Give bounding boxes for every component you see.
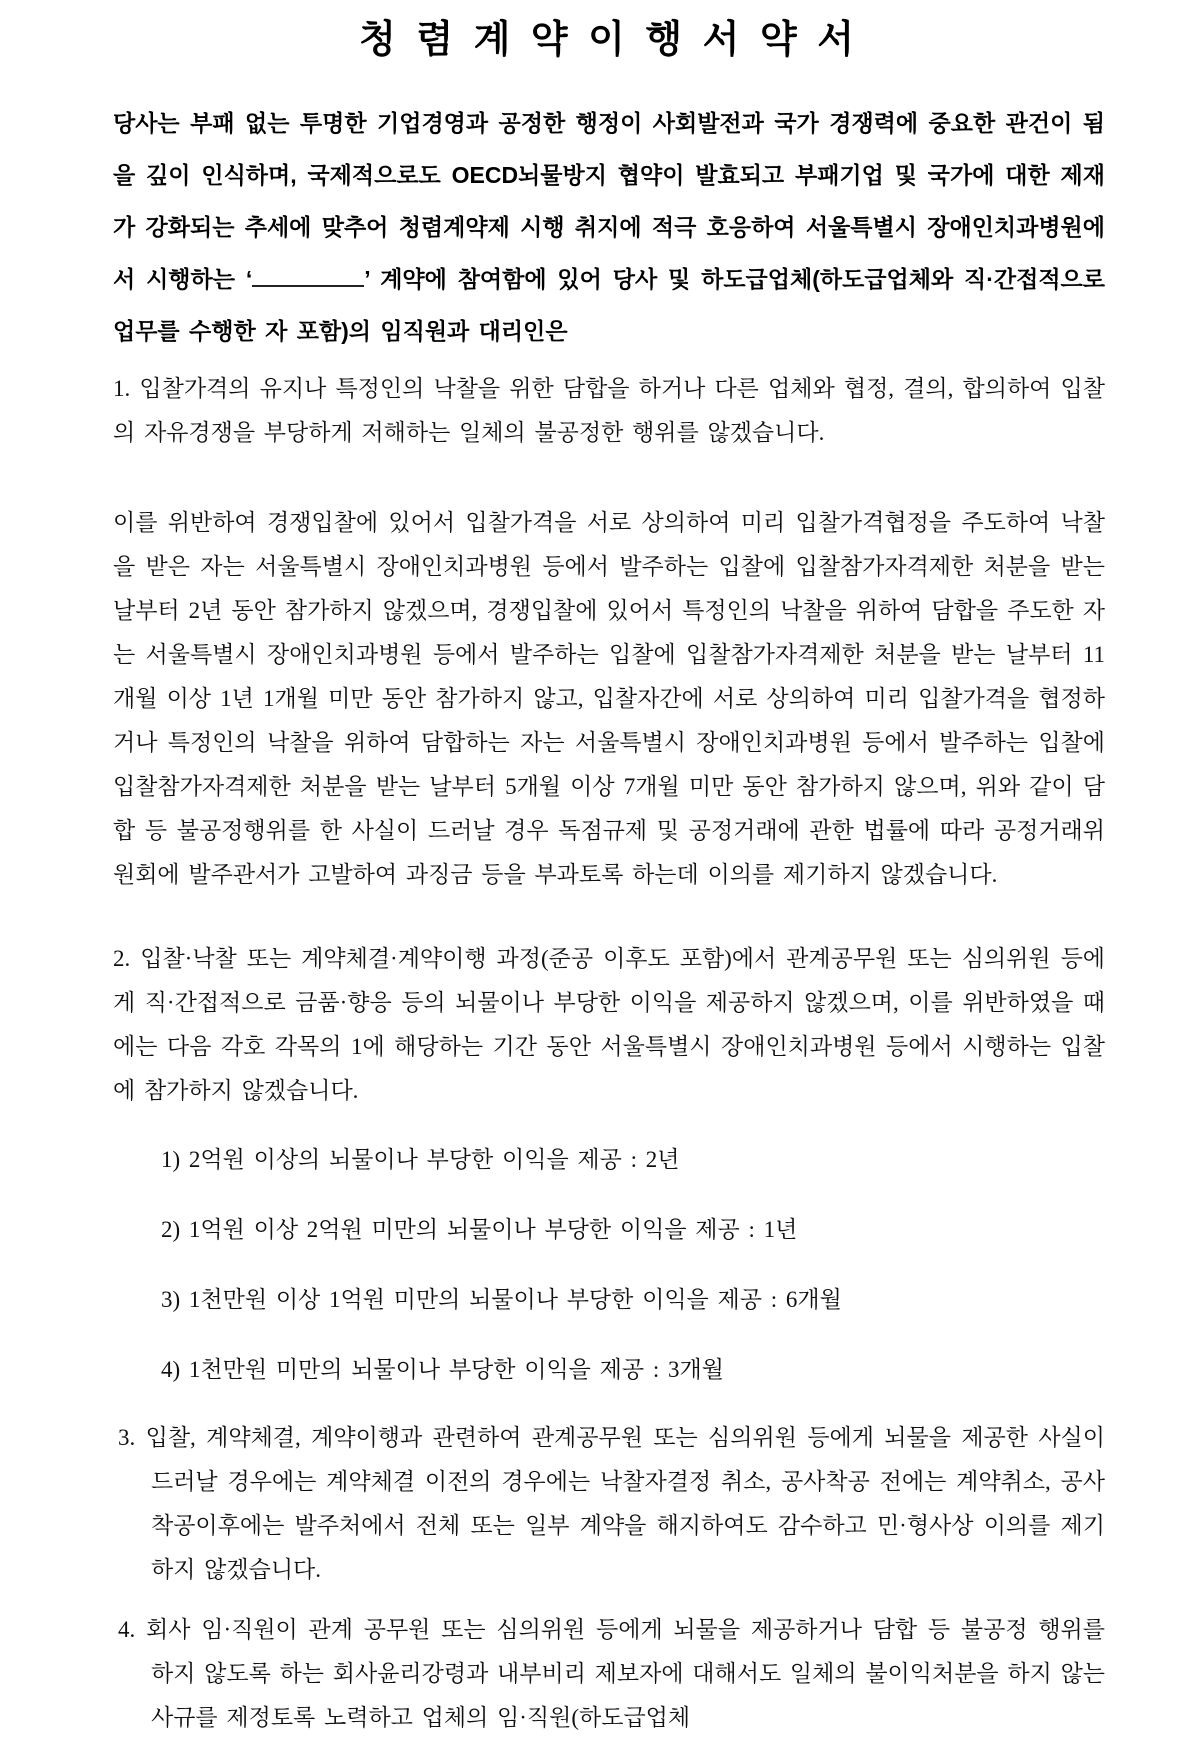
contract-name-blank xyxy=(252,263,364,287)
clause-3-text: 입찰, 계약체결, 계약이행과 관련하여 관계공무원 또는 심의위원 등에게 뇌물을 제공한 사실이 드러날 경우에는 계약체결 이전의 경우에는 낙찰자결정 취소, 공사착공 전에는 계약취소, 공사착공이후에는 발주처에서 전체 또는 일부 계약을 해지하여도 감수하고 민·형사상 이의를 제기하지 않겠습니다. xyxy=(135,1425,1105,1582)
open-quote: ‘ xyxy=(245,266,253,292)
intro-paragraph xyxy=(113,97,1105,357)
intro-text-after-blank: 계약에 참여함에 있어 당사 및 하도급업체(하도급업체와 직·간접적으로 업무를 수행한 자 포함)의 임직원과 대리인은 xyxy=(113,266,1105,344)
penalty-list xyxy=(113,1136,1105,1393)
penalty-item-2: 2) 1억원 이상 2억원 미만의 뇌물이나 부당한 이익을 제공 : 1년 xyxy=(161,1217,798,1242)
clause-4-number: 4. xyxy=(118,1617,136,1642)
clause-4-text: 회사 임·직원이 관계 공무원 또는 심의위원 등에게 뇌물을 제공하거나 담합 등 불공정 행위를 하지 않도록 하는 회사윤리강령과 내부비리 제보자에 대해서도 일체의 불이익처분을 하지 않는 사규를 제정토록 노력하고 업체의 임·직원(하도급업체 xyxy=(135,1617,1106,1730)
clause-1-number: 1. xyxy=(113,376,131,401)
violation-consequence-paragraph: 이를 위반하여 경쟁입찰에 있어서 입찰가격을 서로 상의하여 미리 입찰가격협정을 주도하여 낙찰을 받은 자는 서울특별시 장애인치과병원 등에서 발주하는 입찰에 입찰참가자격제한 처분을 받는 날부터 2년 동안 참가하지 않겠으며, 경쟁입찰에 있어서 특정인의 낙찰을 위하여 담합을 주도한 자는 서울특별시 장애인치과병원 등에서 발주하는 입찰에 입찰참가자격제한 처분을 받는 날부터 11개월 이상 1년 1개월 미만 동안 참가하지 않고, 입찰자간에 서로 상의하여 미리 입찰가격을 협정하거나 특정인의 낙찰을 위하여 담합하는 자는 서울특별시 장애인치과병원 등에서 발주하는 입찰에 입찰참가자격제한 처분을 받는 날부터 5개월 이상 7개월 미만 동안 참가하지 않으며, 위와 같이 담합 등 불공정행위를 한 사실이 드러날 경우 독점규제 및 공정거래에 관한 법률에 따라 공정거래위원회에 발주관서가 고발하여 과징금 등을 부과토록 하는데 이의를 제기하지 않겠습니다. xyxy=(113,510,1105,887)
penalty-item-1: 1) 2억원 이상의 뇌물이나 부당한 이익을 제공 : 2년 xyxy=(161,1147,680,1172)
clause-3 xyxy=(118,1416,1105,1592)
clause-2-number: 2. xyxy=(113,946,131,971)
close-quote: ’ xyxy=(364,266,370,292)
document-title: 청 렴 계 약 이 행 서 약 서 xyxy=(359,19,859,61)
clause-2-text: 입찰·낙찰 또는 계약체결·계약이행 과정(준공 이후도 포함)에서 관계공무원 또는 심의위원 등에게 직·간접적으로 금품·향응 등의 뇌물이나 부당한 이익을 제공하지 않겠으며, 이를 위반하였을 때에는 다음 각호 각목의 1에 해당하는 기간 동안 서울특별시 장애인치과병원 등에서 시행하는 입찰에 참가하지 않겠습니다. xyxy=(113,946,1105,1103)
clause-1-text: 입찰가격의 유지나 특정인의 낙찰을 위한 담합을 하거나 다른 업체와 협정, 결의, 합의하여 입찰의 자유경쟁을 부당하게 저해하는 일체의 불공정한 행위를 않겠습니다. xyxy=(113,376,1105,445)
clause-2 xyxy=(113,937,1105,1113)
penalty-item-4: 4) 1천만원 미만의 뇌물이나 부당한 이익을 제공 : 3개월 xyxy=(161,1357,724,1382)
penalty-item-3: 3) 1천만원 이상 1억원 미만의 뇌물이나 부당한 이익을 제공 : 6개월 xyxy=(161,1287,842,1312)
clause-4 xyxy=(118,1608,1105,1740)
intro-text-before-blank: 당사는 부패 없는 투명한 기업경영과 공정한 행정이 사회발전과 국가 경쟁력에 중요한 관건이 됨을 깊이 인식하며, 국제적으로도 OECD뇌물방지 협약이 발효되고 부패기업 및 국가에 대한 제재가 강화되는 추세에 맞추어 청렴계약제 시행 취지에 적극 호응하여 서울특별시 장애인치과병원에서 시행하는 xyxy=(113,110,1105,292)
clause-1 xyxy=(113,367,1105,455)
clause-3-number: 3. xyxy=(118,1425,136,1450)
